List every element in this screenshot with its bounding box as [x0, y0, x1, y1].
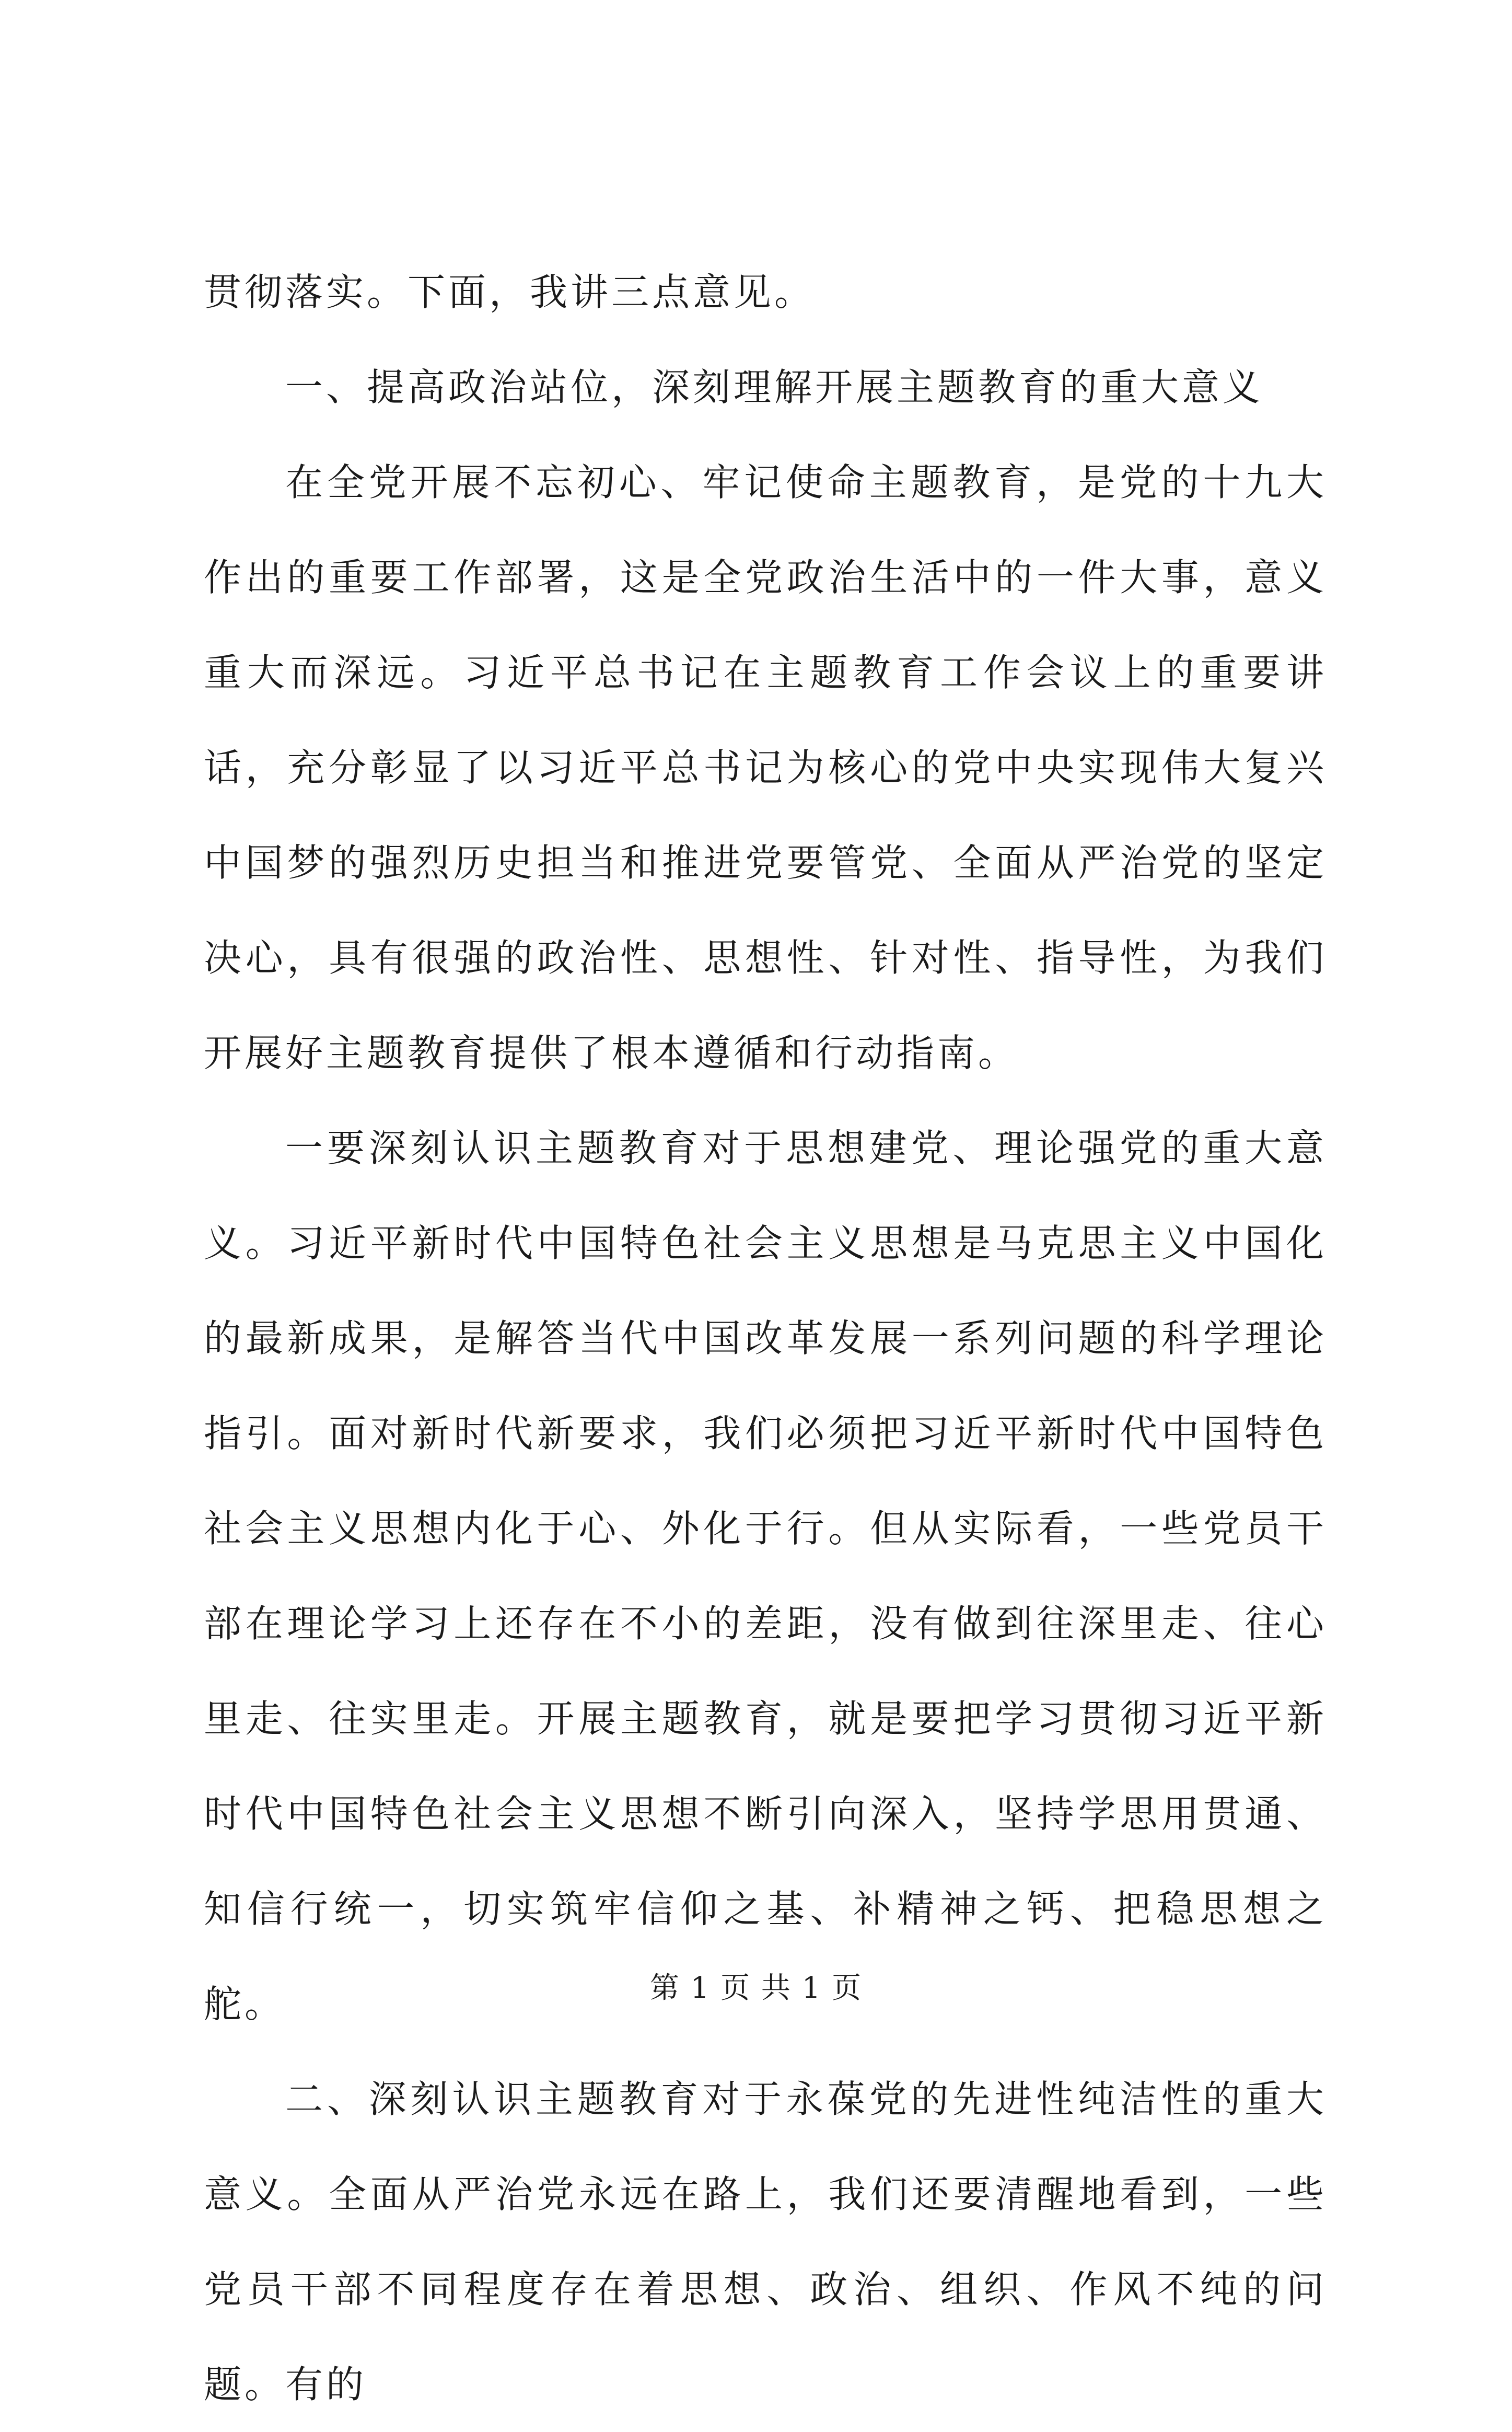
page-number-footer: 第 1 页 共 1 页: [649, 1971, 863, 2005]
paragraph-significance: 在全党开展不忘初心、牢记使命主题教育，是党的十九大作出的重要工作部署，这是全党政治生活中的一件大事，意义重大而深远。习近平总书记在主题教育工作会议上的重要讲话，充分彰显了以习近平总书记为核心的党中央实现伟大复兴中国梦的强烈历史担当和推进党要管党、全面从严治党的坚定决心，具有很强的政治性、思想性、针对性、指导性，为我们开展好主题教育提供了根本遵循和行动指南。: [204, 460, 1327, 1075]
document-body: [204, 245, 1327, 2432]
paragraph-point-two: 二、深刻认识主题教育对于永葆党的先进性纯洁性的重大意义。全面从严治党永远在路上，我们还要清醒地看到，一些党员干部不同程度存在着思想、政治、组织、作风不纯的问题。有的: [204, 2077, 1327, 2406]
paragraph-continuation: 贯彻落实。下面，我讲三点意见。: [204, 270, 816, 314]
paragraph-point-one: 一要深刻认识主题教育对于思想建党、理论强党的重大意义。习近平新时代中国特色社会主义思想是马克思主义中国化的最新成果，是解答当代中国改革发展一系列问题的科学理论指引。面对新时代新要求，我们必须把习近平新时代中国特色社会主义思想内化于心、外化于行。但从实际看，一些党员干部在理论学习上还存在不小的差距，没有做到往深里走、往心里走、往实里走。开展主题教育，就是要把学习贯彻习近平新时代中国特色社会主义思想不断引向深入，坚持学思用贯通、知信行统一，切实筑牢信仰之基、补精神之钙、把稳思想之舵。: [204, 1126, 1327, 2026]
section-heading-1: 一、提高政治站位，深刻理解开展主题教育的重大意义: [285, 365, 1264, 409]
